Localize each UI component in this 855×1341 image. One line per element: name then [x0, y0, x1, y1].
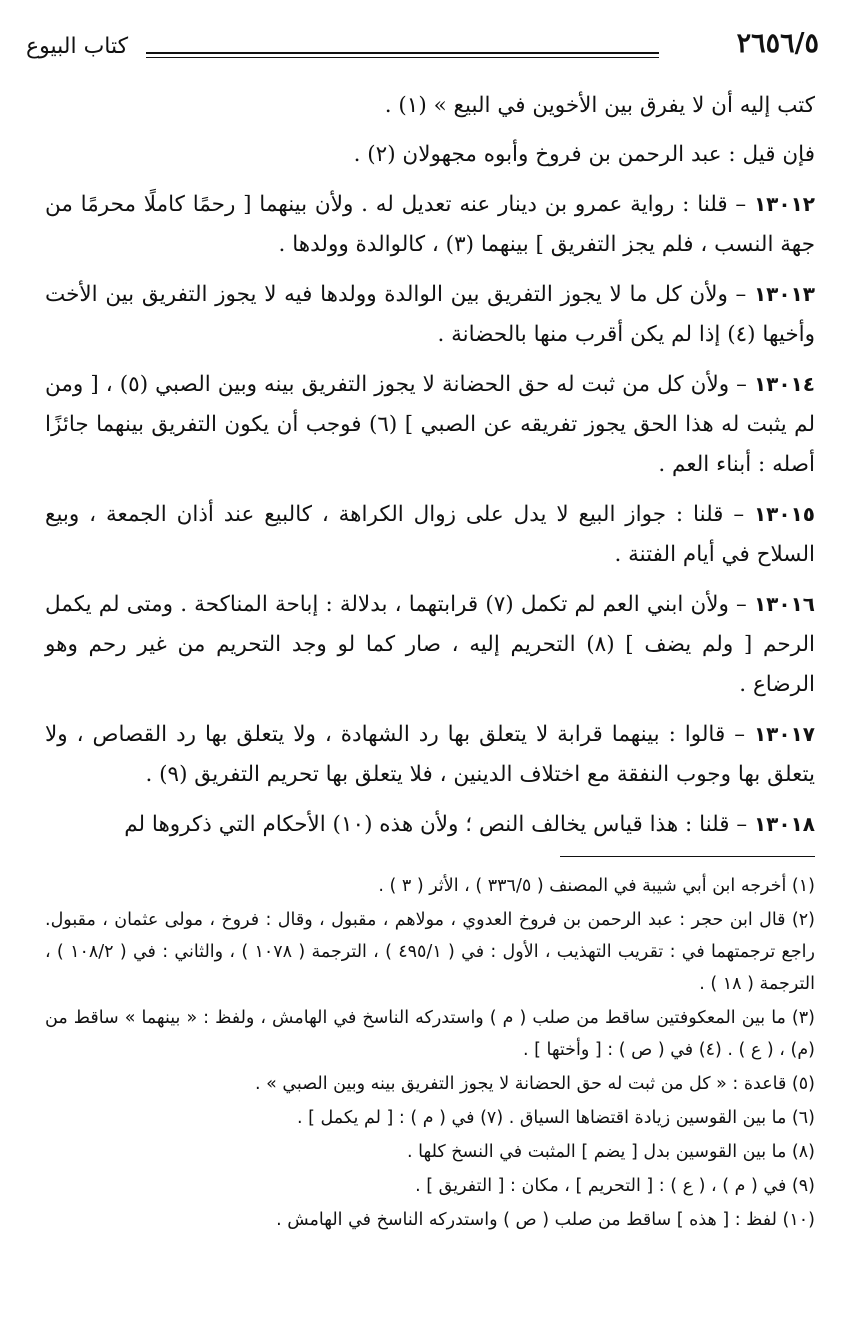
paragraph — [45, 804, 815, 845]
paragraph-text: – قلنا : رواية عمرو بن دينار عنه تعديل له . ولأن بينهما [ رحمًا كاملًا محرمًا من جهة النسب ، فلم يجز التفريق ] بينهما (٣) ، كالوالدة وولدها . — [45, 192, 815, 257]
footnote: (٨) ما بين القوسين بدل [ يضم ] المثبت في النسخ كلها . — [407, 1142, 815, 1162]
paragraph-text: – ولأن ابني العم لم تكمل (٧) قرابتهما ، بدلالة : إباحة المناكحة . ومتى لم يكمل الرحم [ ولم يضف ] (٨) التحريم إليه ، صار كما لو وجد التحريم من غير رحم وهو الرضاع . — [45, 592, 815, 697]
footnotes — [45, 870, 815, 1238]
paragraph — [45, 274, 815, 355]
footnote: (٥) قاعدة : « كل من ثبت له حق الحضانة لا يجوز التفريق بينه وبين الصبي » . — [254, 1074, 815, 1094]
paragraph-number: ١٣٠١٥ — [753, 502, 815, 526]
main-text — [45, 86, 815, 854]
footnote: (٦) ما بين القوسين زيادة اقتضاها السياق . (٧) في ( م ) : [ لم يكمل ] . — [297, 1108, 815, 1128]
paragraph — [45, 714, 815, 795]
footnote: (١٠) لفظ : [ هذه ] ساقط من صلب ( ص ) واستدركه الناسخ في الهامش . — [276, 1210, 815, 1230]
footnote: (٢) قال ابن حجر : عبد الرحمن بن فروخ العدوي ، مولاهم ، مقبول ، وقال : فروخ ، مولى عثمان ، مقبول. راجع ترجمتهما في : تقريب التهذيب ، الأول : في ( ٤٩٥/١ ) ، الترجمة ( ١٠٧٨ ) ، والثاني : في ( ١٠٨/٢ ) ، الترجمة ( ١٨ ) . — [45, 910, 815, 994]
paragraph-number: ١٣٠١٦ — [753, 592, 815, 616]
paragraph-number: ١٣٠١٨ — [753, 812, 815, 836]
footnote: (٩) في ( م ) ، ( ع ) : [ التحريم ] ، مكان : [ التفريق ] . — [415, 1176, 815, 1196]
paragraph-number: ١٣٠١٢ — [753, 192, 815, 216]
page-header — [26, 28, 819, 68]
paragraph — [45, 135, 815, 175]
paragraph-text: – قلنا : هذا قياس يخالف النص ؛ ولأن هذه (١٠) الأحكام التي ذكروها لم — [124, 812, 754, 837]
footnote: (١) أخرجه ابن أبي شيبة في المصنف ( ٣٣٦/٥ ) ، الأثر ( ٣ ) . — [378, 876, 815, 896]
footnote-separator — [560, 856, 815, 857]
paragraph-number: ١٣٠١٤ — [753, 372, 816, 396]
paragraph — [45, 364, 815, 485]
book-title: كتاب البيوع — [26, 34, 129, 59]
header-rule — [146, 52, 659, 54]
paragraph — [45, 494, 815, 575]
paragraph-number: ١٣٠١٣ — [753, 282, 815, 306]
paragraph-text: فإن قيل : عبد الرحمن بن فروخ وأبوه مجهولان (٢) . — [353, 142, 815, 167]
footnote: (٣) ما بين المعكوفتين ساقط من صلب ( م ) واستدركه الناسخ في الهامش ، ولفظ : « بينهما » ساقط من (م) ، ( ع ) . (٤) في ( ص ) : [ وأختها ] . — [45, 1008, 815, 1060]
paragraph-text: – ولأن كل ما لا يجوز التفريق بين الوالدة وولدها فيه لا يجوز التفريق بين الأخت وأخيها (٤) إذا لم يكن أقرب منها بالحضانة . — [45, 282, 815, 347]
paragraph — [45, 584, 815, 705]
page-number: ٢٦٥٦/٥ — [736, 28, 819, 59]
paragraph — [45, 86, 815, 126]
paragraph — [45, 184, 815, 265]
header-rule-thin — [146, 57, 659, 58]
paragraph-text: – ولأن كل من ثبت له حق الحضانة لا يجوز التفريق بينه وبين الصبي (٥) ، [ ومن لم يثبت له هذا الحق يجوز تفريقه عن الصبي ] (٦) فوجب أن يكون التفريق بينهما جائزًا أصله : أبناء العم . — [45, 372, 816, 477]
paragraph-text: – قالوا : بينهما قرابة لا يتعلق بها رد الشهادة ، ولا يتعلق بها رد القصاص ، ولا يتعلق بها وجوب النفقة مع اختلاف الدينين ، فلا يتعلق بها تحريم التفريق (٩) . — [45, 722, 815, 787]
paragraph-text: كتب إليه أن لا يفرق بين الأخوين في البيع » (١) . — [384, 93, 815, 118]
paragraph-number: ١٣٠١٧ — [753, 722, 815, 746]
paragraph-text: – قلنا : جواز البيع لا يدل على زوال الكراهة ، كالبيع عند أذان الجمعة ، وبيع السلاح في أيام الفتنة . — [45, 502, 815, 567]
